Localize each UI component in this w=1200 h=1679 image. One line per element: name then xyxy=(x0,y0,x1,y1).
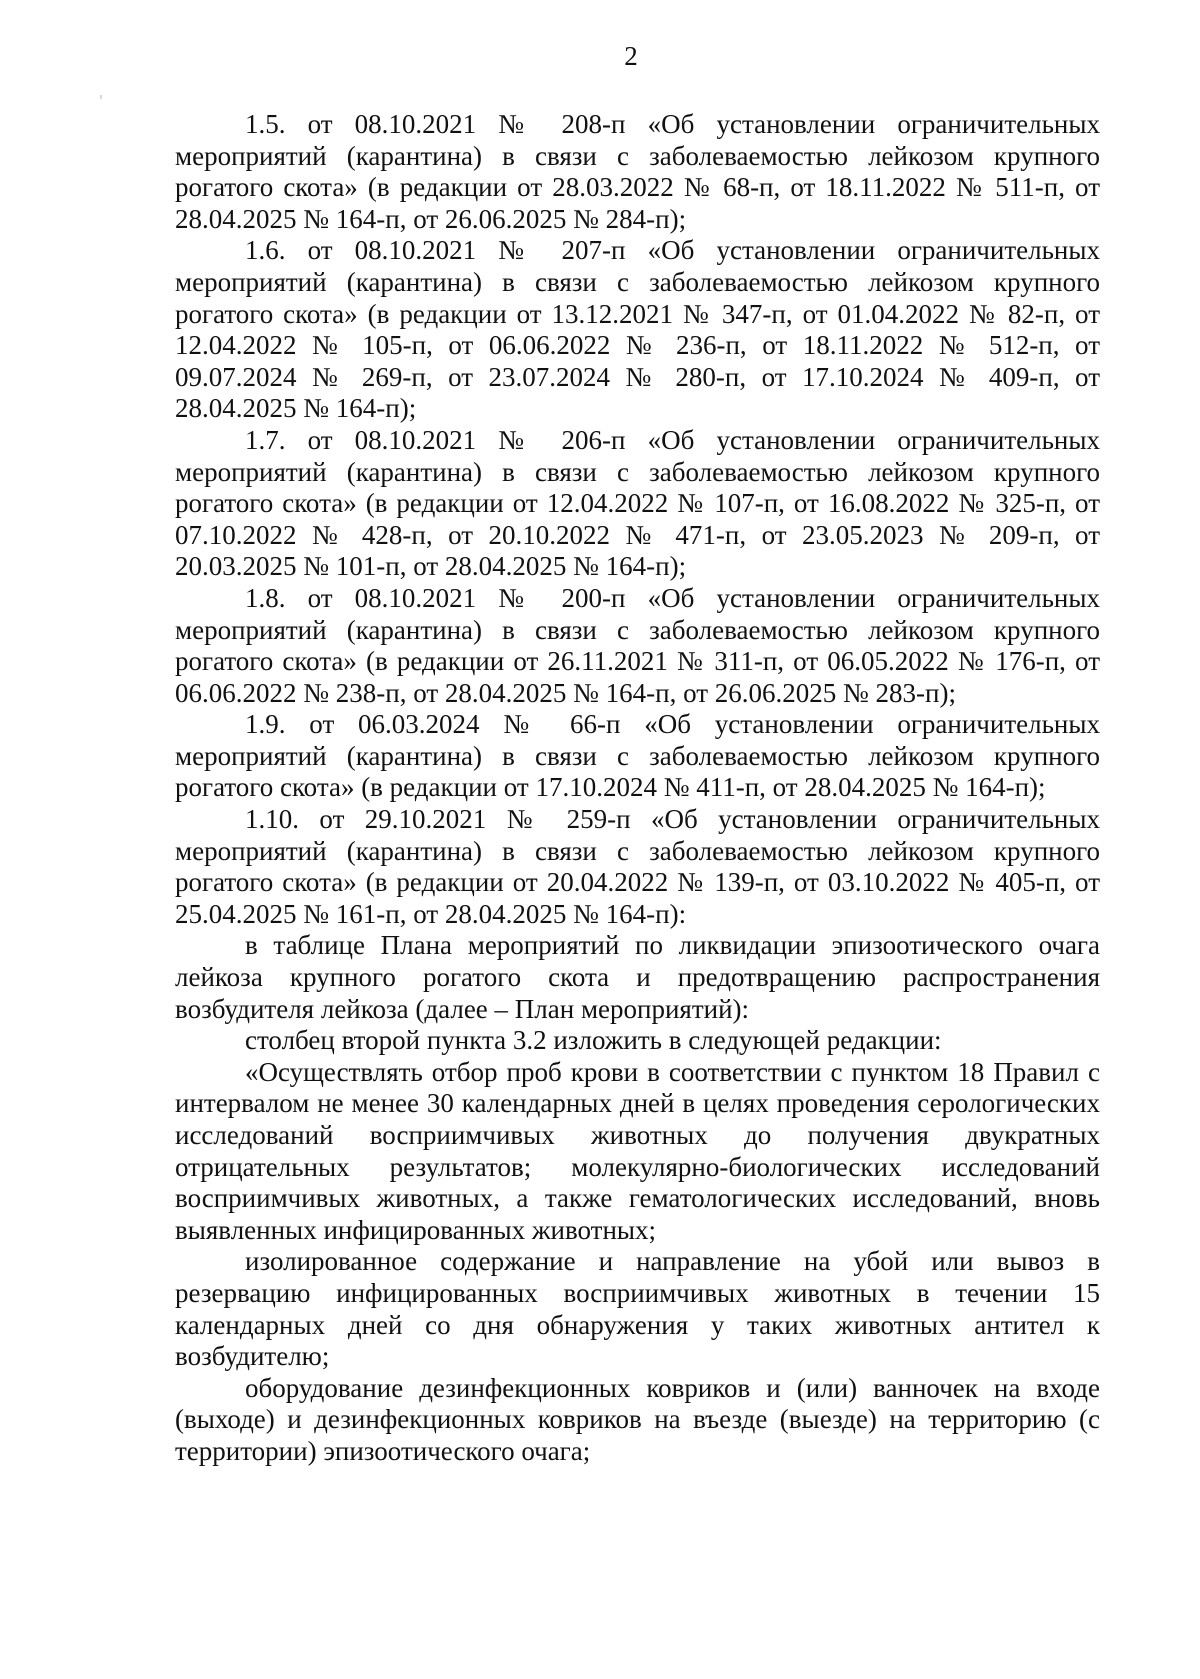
paragraph-disinfection: оборудование дезинфекционных ковриков и (или) ванночек на входе (выходе) и дезинфекционных ковриков на въезде (выезде) на территорию (с территории) эпизоотического очага; xyxy=(175,1372,1100,1466)
page-number: 2 xyxy=(624,41,638,71)
paragraph-1-5: 1.5. от 08.10.2021 № 208-п «Об установлении ограничительных мероприятий (карантина) в связи с заболеваемостью лейкозом крупного рогатого скота» (в редакции от 28.03.2022 № 68-п, от 18.11.2022 № 511-п, от 28.04.2025 № 164-п, от 26.06.2025 № 284-п); xyxy=(175,109,1100,234)
paragraph-1-9: 1.9. от 06.03.2024 № 66-п «Об установлении ограничительных мероприятий (карантина) в связи с заболеваемостью лейкозом крупного рогатого скота» (в редакции от 17.10.2024 № 411-п, от 28.04.2025 № 164-п); xyxy=(175,709,1100,803)
scan-artifact xyxy=(100,95,102,99)
paragraph-isolation: изолированное содержание и направление на убой или вывоз в резервацию инфицированных восприимчивых животных в течении 15 календарных дней со дня обнаружения у таких животных антител к возбудителю; xyxy=(175,1246,1100,1372)
paragraph-plan-table: в таблице Плана мероприятий по ликвидации эпизоотического очага лейкоза крупного рогатого скота и предотвращению распространения возбудителя лейкоза (далее – План мероприятий): xyxy=(175,930,1100,1024)
paragraph-1-6: 1.6. от 08.10.2021 № 207-п «Об установлении ограничительных мероприятий (карантина) в связи с заболеваемостью лейкозом крупного рогатого скота» (в редакции от 13.12.2021 № 347-п, от 01.04.2022 № 82-п, от 12.04.2022 № 105-п, от 06.06.2022 № 236-п, от 18.11.2022 № 512-п, от 09.07.2024 № 269-п, от 23.07.2024 № 280-п, от 17.10.2024 № 409-п, от 28.04.2025 № 164-п); xyxy=(175,235,1100,424)
paragraph-blood-sampling: «Осуществлять отбор проб крови в соответствии с пунктом 18 Правил с интервалом не менее 30 календарных дней в целях проведения серологических исследований восприимчивых животных до получения двукратных отрицательных результатов; молекулярно-биологических исследований восприимчивых животных, а также гематологических исследований, вновь выявленных инфицированных животных; xyxy=(175,1056,1100,1245)
paragraph-column-edit: столбец второй пункта 3.2 изложить в следующей редакции: xyxy=(245,1025,942,1056)
paragraph-1-8: 1.8. от 08.10.2021 № 200-п «Об установлении ограничительных мероприятий (карантина) в связи с заболеваемостью лейкозом крупного рогатого скота» (в редакции от 26.11.2021 № 311-п, от 06.05.2022 № 176-п, от 06.06.2022 № 238-п, от 28.04.2025 № 164-п, от 26.06.2025 № 283-п); xyxy=(175,582,1100,708)
document-body xyxy=(175,109,1100,1468)
paragraph-1-7: 1.7. от 08.10.2021 № 206-п «Об установлении ограничительных мероприятий (карантина) в связи с заболеваемостью лейкозом крупного рогатого скота» (в редакции от 12.04.2022 № 107-п, от 16.08.2022 № 325-п, от 07.10.2022 № 428-п, от 20.10.2022 № 471-п, от 23.05.2023 № 209-п, от 20.03.2025 № 101-п, от 28.04.2025 № 164-п); xyxy=(175,424,1100,582)
paragraph-1-10: 1.10. от 29.10.2021 № 259-п «Об установлении ограничительных мероприятий (карантина) в связи с заболеваемостью лейкозом крупного рогатого скота» (в редакции от 20.04.2022 № 139-п, от 03.10.2022 № 405-п, от 25.04.2025 № 161-п, от 28.04.2025 № 164-п): xyxy=(175,804,1100,929)
